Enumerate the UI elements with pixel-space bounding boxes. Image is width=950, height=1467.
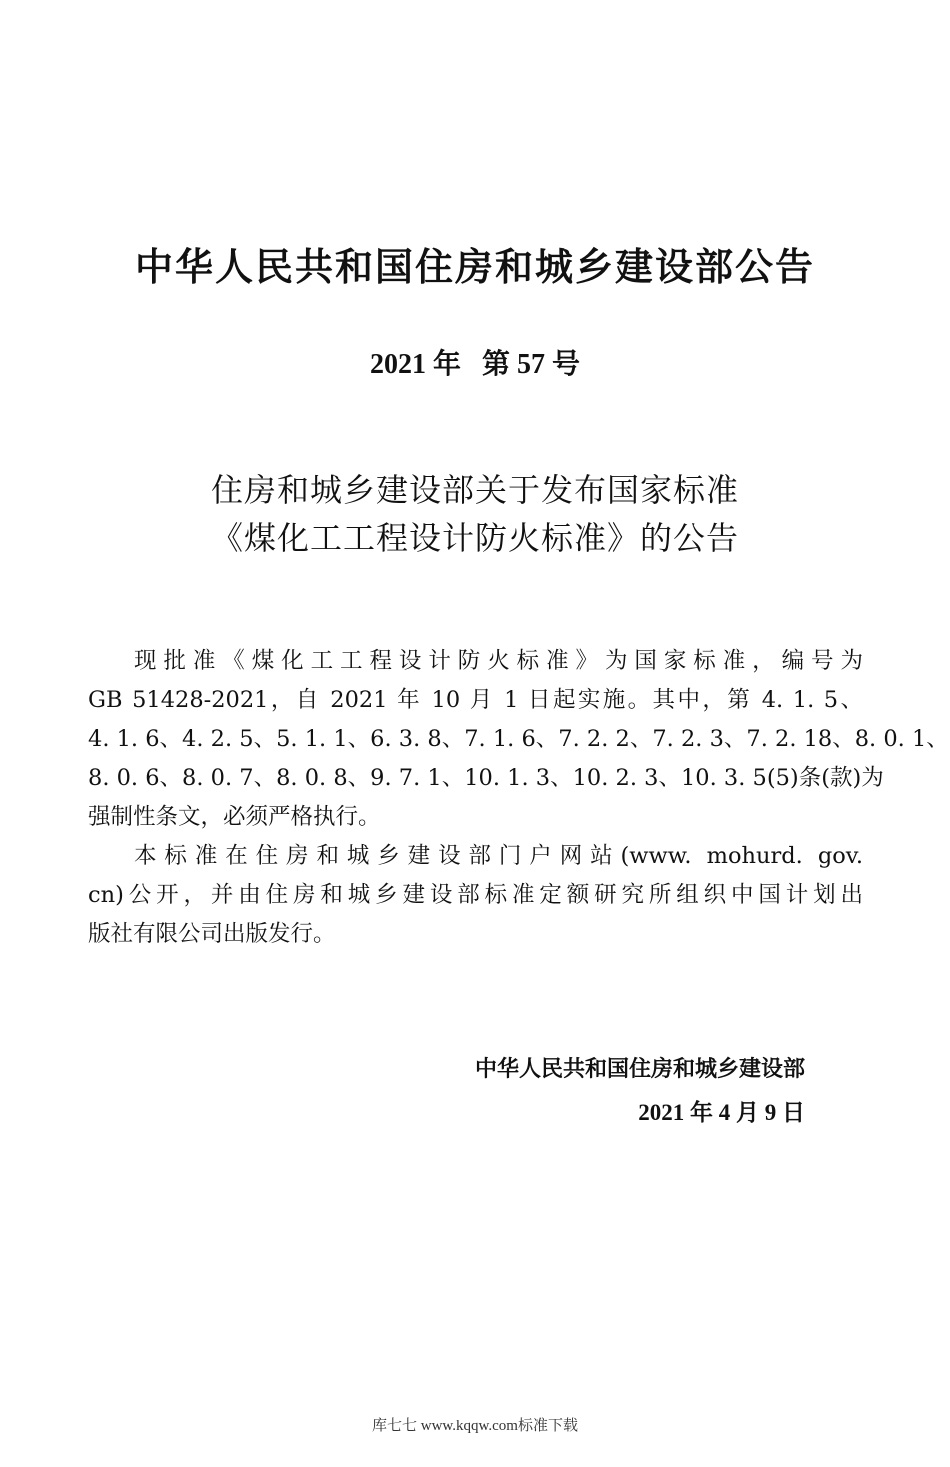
notice-title-line-1: 住房和城乡建设部关于发布国家标准 (210, 471, 739, 509)
notice-title-line-2: 《煤化工工程设计防火标准》的公告 (210, 519, 739, 557)
notice-body (88, 642, 949, 954)
paragraph-1-line: 8. 0. 6、8. 0. 7、8. 0. 8、9. 7. 1、10. 1. 3、10. 2. 3、10. 3. 5(5)条(款)为 (88, 765, 884, 791)
paragraph-1-line: 强制性条文，必须严格执行。 (88, 804, 381, 830)
paragraph-1-line: GB 51428-2021，自 2021 年 10 月 1 日起实施。其中，第 4. 1. 5、 (88, 687, 863, 713)
issue-number: 2021 年 第 57 号 (369, 349, 580, 380)
notice-title (0, 466, 950, 562)
paragraph-2-line: 本标准在住房和城乡建设部门户网站(www. mohurd. gov. (134, 843, 863, 869)
paragraph-2-line: 版社有限公司出版发行。 (88, 921, 336, 947)
paragraph-1-line: 现批准《煤化工工程设计防火标准》为国家标准，编号为 (134, 648, 863, 674)
signature-organization: 中华人民共和国住房和城乡建设部 (474, 1057, 805, 1082)
paragraph-1-line: 4. 1. 6、4. 2. 5、5. 1. 1、6. 3. 8、7. 1. 6、7. 2. 2、7. 2. 3、7. 2. 18、8. 0. 1、 (88, 726, 949, 752)
signature-date: 2021 年 4 月 9 日 (638, 1100, 805, 1125)
main-title: 中华人民共和国住房和城乡建设部公告 (134, 245, 815, 289)
footer-watermark: 库七七 www.kqqw.com标准下载 (372, 1418, 578, 1434)
paragraph-2-line: cn)公开，并由住房和城乡建设部标准定额研究所组织中国计划出 (88, 882, 863, 908)
